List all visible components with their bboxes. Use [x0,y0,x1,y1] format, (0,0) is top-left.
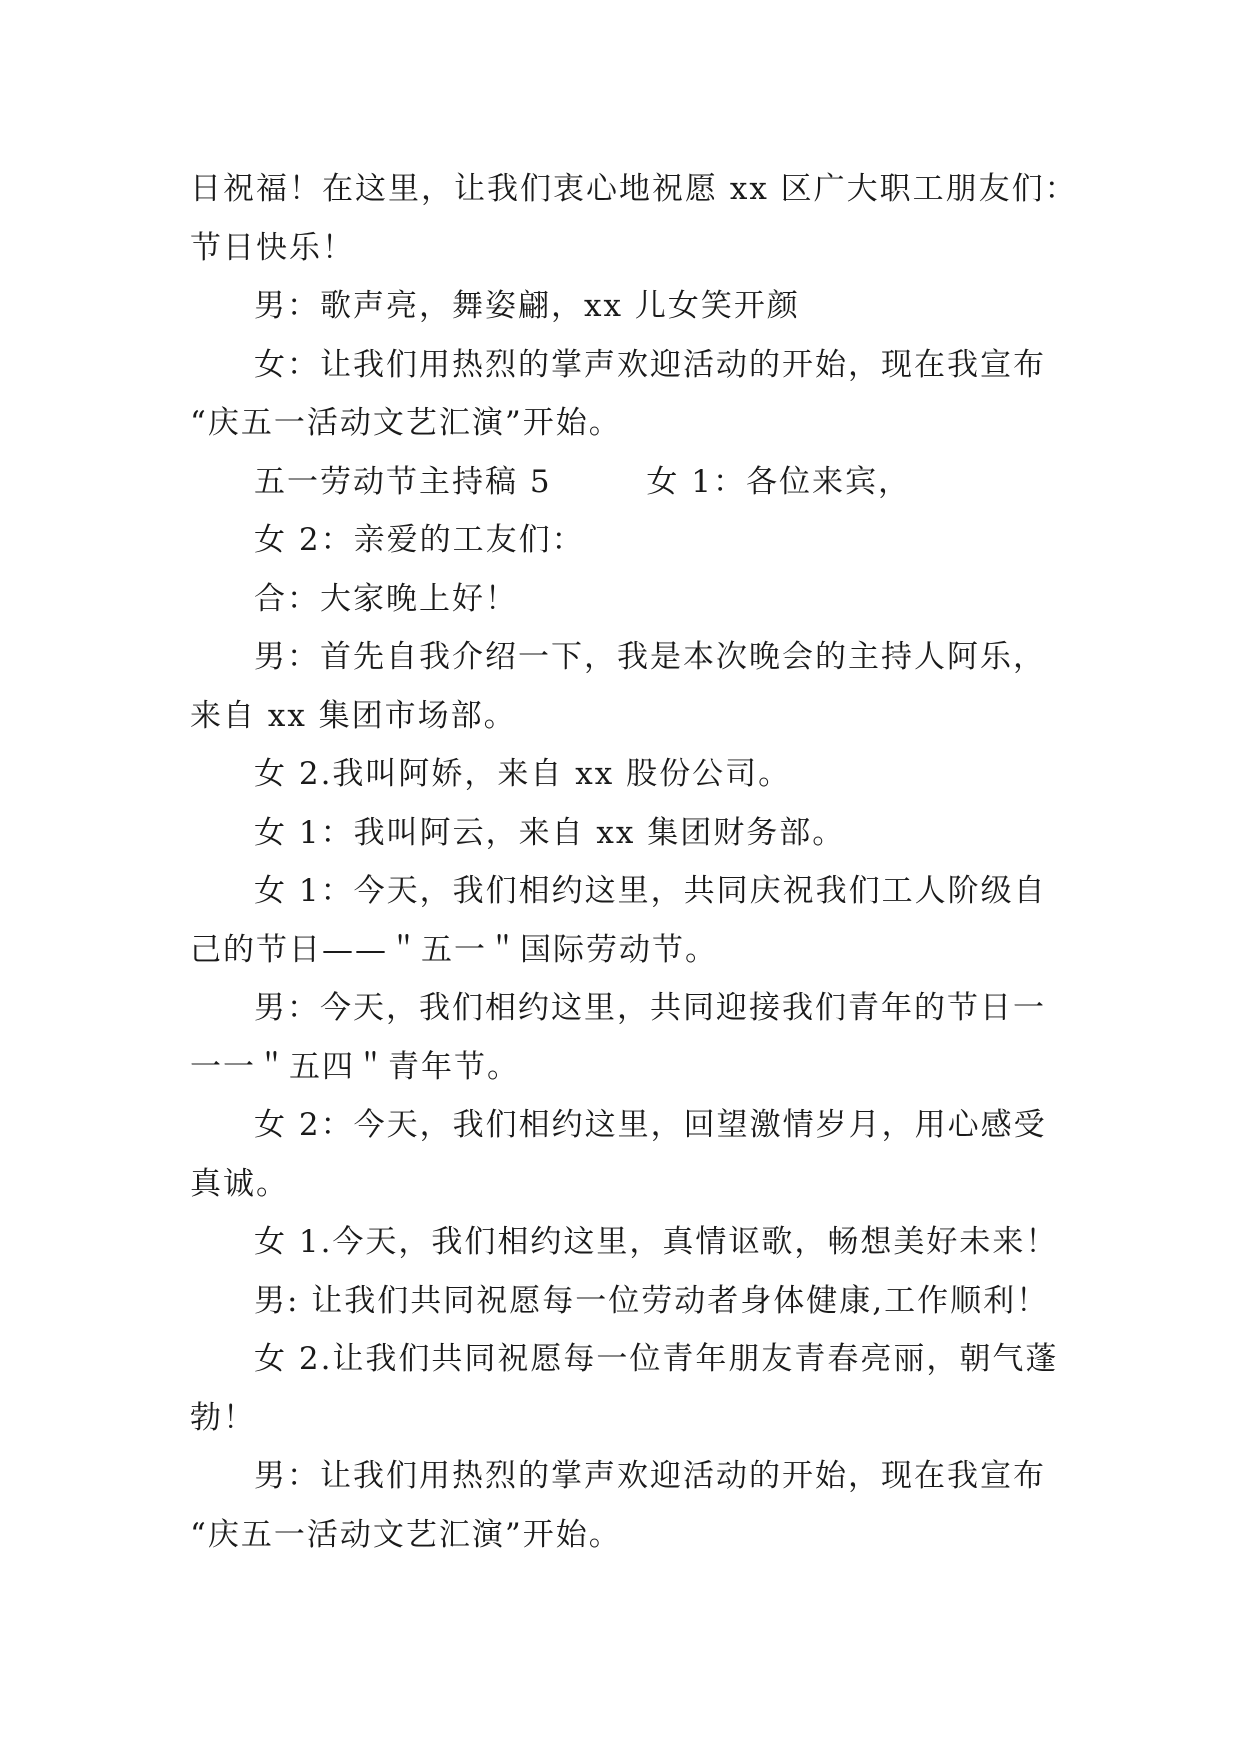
text-line: 女：让我们用热烈的掌声欢迎活动的开始，现在我宣布 [254,346,1046,383]
text-line: “庆五一活动文艺汇演”开始。 [190,1516,622,1553]
text-line: 女 1：今天，我们相约这里，共同庆祝我们工人阶级自 [254,873,1047,909]
text-line: 己的节日——＂五一＂国际劳动节。 [190,931,718,968]
text-line: 勃！ [190,1399,256,1436]
paragraph [190,453,1050,512]
text-line: 男: 让我们共同祝愿每一位劳动者身体健康,工作顺利！ [254,1282,1050,1319]
paragraph [190,160,1078,277]
paragraph [190,277,1050,336]
text-line: 男：首先自我介绍一下，我是本次晚会的主持人阿乐， [254,639,1046,675]
paragraph [190,862,1050,979]
text-line: 合：大家晚上好！ [254,580,518,617]
text-line: 一一＂五四＂青年节。 [190,1048,520,1085]
paragraph [190,628,1050,745]
text-line: 节日快乐！ [190,229,355,266]
text-line: 五一劳动节主持稿 5 女 1：各位来宾， [254,463,911,500]
text-line: 真诚。 [190,1165,289,1202]
text-line: 男：歌声亮，舞姿翩，xx 儿女笑开颜 [254,288,800,324]
paragraph [190,570,1050,629]
paragraph [190,1272,1050,1331]
paragraph [190,1213,1059,1272]
paragraph [190,1330,1059,1447]
paragraph [190,745,1050,804]
paragraph [190,336,1050,453]
text-line: 女 2：亲爱的工友们： [254,522,585,558]
text-line: 女 2.我叫阿娇，来自 xx 股份公司。 [254,756,792,792]
text-line: 女 2.让我们共同祝愿每一位青年朋友青春亮丽，朝气蓬 [254,1341,1059,1377]
text-line: 女 1：我叫阿云，来自 xx 集团财务部。 [254,814,846,851]
text-line: 女 1.今天，我们相约这里，真情讴歌，畅想美好未来！ [254,1224,1059,1260]
paragraph [190,1447,1050,1564]
paragraph [190,979,1050,1096]
text-line: 来自 xx 集团市场部。 [190,697,517,734]
paragraph [190,804,1050,863]
document-body [190,160,1078,1564]
text-line: 日祝福！在这里，让我们衷心地祝愿 xx 区广大职工朋友们： [190,171,1078,207]
text-line: “庆五一活动文艺汇演”开始。 [190,405,622,441]
text-line: 男：今天，我们相约这里，共同迎接我们青年的节日一 [254,990,1046,1026]
text-line: 女 2：今天，我们相约这里，回望激情岁月，用心感受 [254,1107,1047,1143]
paragraph [190,1096,1050,1213]
text-line: 男：让我们用热烈的掌声欢迎活动的开始，现在我宣布 [254,1458,1046,1494]
paragraph [190,511,1050,570]
